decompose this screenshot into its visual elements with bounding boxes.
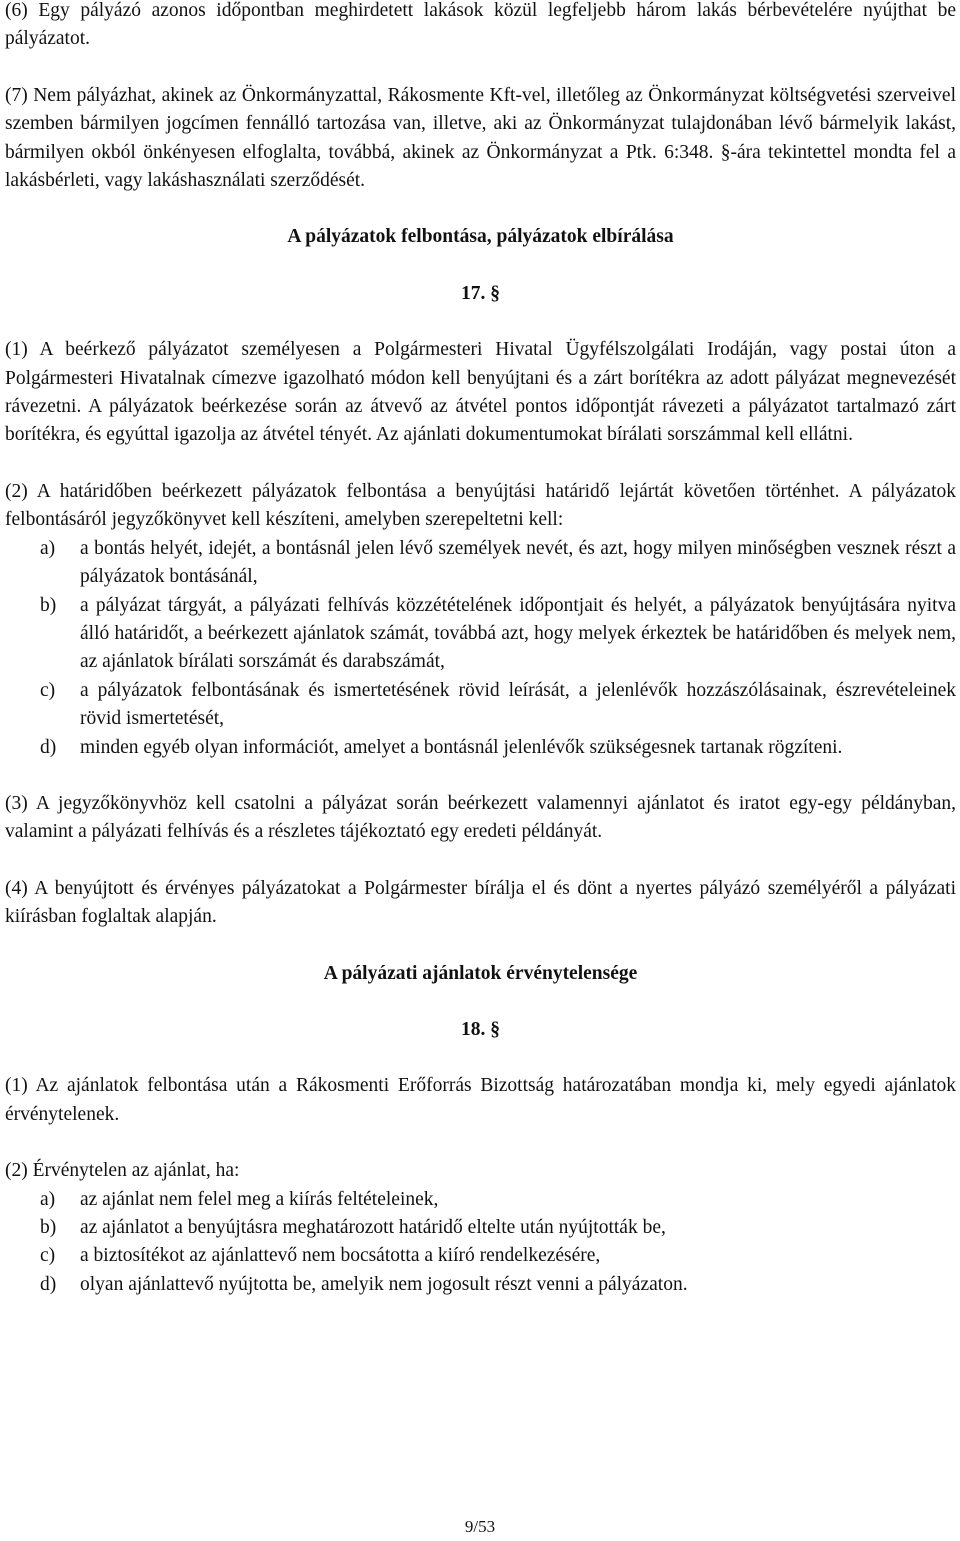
list-item-text: minden egyéb olyan információt, amelyet a bontásnál jelenlévők szükségesnek tartanak rögzíteni. bbox=[80, 736, 843, 758]
list-item-text: a pályázatok felbontásának és ismertetésének rövid leírását, a jelenlévők hozzászólásainak, észrevételeinek rövid ismertetését, bbox=[80, 679, 956, 730]
section-17-heading: A pályázatok felbontása, pályázatok elbírálása bbox=[287, 226, 674, 248]
section-17-paragraph-1: (1) A beérkező pályázatot személyesen a Polgármesteri Hivatal Ügyfélszolgálati Irodáján, vagy postai úton a Polgármesteri Hivatalnak címezve igazolható módon kell benyújtani és a zárt borítékra az adott pályázat megnevezését rávezetni. A pályázatok beérkezése során az átvevő az átvétel pontos időpontját rávezeti a pályázatot tartalmazó zárt borítékra, és egyúttal igazolja az átvétel tényét. Az ajánlati dokumentumokat bírálati sorszámmal kell ellátni. bbox=[5, 339, 956, 446]
section-18-heading: A pályázati ajánlatok érvénytelensége bbox=[323, 962, 638, 984]
list-item-label: d) bbox=[40, 736, 57, 758]
paragraph-6: (6) Egy pályázó azonos időpontban meghirdetett lakások közül legfeljebb három lakás bérbevételére nyújthat be pályázatot. bbox=[5, 0, 956, 50]
list-item-text: a bontás helyét, idejét, a bontásnál jelen lévő személyek nevét, és azt, hogy milyen minőségben vesznek részt a pályázatok bontásánál, bbox=[80, 537, 956, 588]
section-18-paragraph-1: (1) Az ajánlatok felbontása után a Rákosmenti Erőforrás Bizottság határozatában mondja ki, mely egyedi ajánlatok érvénytelenek. bbox=[5, 1075, 956, 1125]
list-item-text: a biztosítékot az ajánlattevő nem bocsátotta a kiíró rendelkezésére, bbox=[80, 1245, 601, 1267]
list-item bbox=[5, 535, 956, 592]
list-item bbox=[5, 734, 956, 762]
section-17-paragraph-2: (2) A határidőben beérkezett pályázatok felbontása a benyújtási határidő lejártát követően történhet. A pályázatok felbontásáról jegyzőkönyvet kell készíteni, amelyben szerepeltetni kell: bbox=[5, 480, 956, 531]
list-item bbox=[5, 677, 956, 734]
list-item-label: c) bbox=[40, 1245, 56, 1267]
list-item-text: az ajánlat nem felel meg a kiírás feltételeinek, bbox=[80, 1188, 439, 1210]
section-18-paragraph-2: (2) Érvénytelen az ajánlat, ha: bbox=[5, 1160, 240, 1182]
list-item-label: b) bbox=[40, 1217, 57, 1238]
list-item-text: az ajánlatot a benyújtásra meghatározott határidő eltelte után nyújtották be, bbox=[80, 1217, 666, 1238]
document-page bbox=[5, 0, 956, 1299]
list-item bbox=[5, 1271, 956, 1299]
list-item-text: olyan ajánlattevő nyújtotta be, amelyik nem jogosult részt venni a pályázaton. bbox=[80, 1273, 688, 1295]
list-item-text: a pályázat tárgyát, a pályázati felhívás közzétételének időpontjait és helyét, a pályázatok benyújtására nyitva álló határidőt, a beérkezett ajánlatok számát, továbbá azt, hogy melyek érkeztek be határidőben és melyek nem, az ajánlatok bírálati sorszámát és darabszámát, bbox=[80, 594, 956, 673]
section-17-paragraph-4: (4) A benyújtott és érvényes pályázatokat a Polgármester bírálja el és dönt a nyertes pályázó személyéről a pályázati kiírásban foglaltak alapján. bbox=[5, 877, 956, 928]
list-item-label: c) bbox=[40, 679, 56, 701]
list-item bbox=[5, 1214, 956, 1242]
list-item bbox=[5, 592, 956, 677]
list-item-label: b) bbox=[40, 594, 57, 616]
page-number: 9/53 bbox=[464, 1517, 496, 1536]
list-item-label: a) bbox=[40, 1188, 56, 1210]
section-17-paragraph-3: (3) A jegyzőkönyvhöz kell csatolni a pályázat során beérkezett valamennyi ajánlatot és iratot egy-egy példányban, valamint a pályázati felhívás és a részletes tájékoztató egy eredeti példányát. bbox=[5, 792, 956, 843]
list-item-label: a) bbox=[40, 537, 56, 559]
section-18-number: 18. § bbox=[461, 1018, 500, 1040]
list-item bbox=[5, 1242, 956, 1270]
section-17-number: 17. § bbox=[461, 282, 500, 304]
list-item bbox=[5, 1186, 956, 1214]
list-item-label: d) bbox=[40, 1273, 57, 1295]
paragraph-7: (7) Nem pályázhat, akinek az Önkormányzattal, Rákosmente Kft-vel, illetőleg az Önkormányzat költségvetési szerveivel szemben bármilyen jogcímen fennálló tartozása van, illetve, aki az Önkormányzat tulajdonában lévő bármelyik lakást, bármilyen okból önkényesen elfoglalta, továbbá, akinek az Önkormányzat a Ptk. 6:348. §-ára tekintettel mondta fel a lakásbérleti, vagy lakáshasználati szerződését. bbox=[5, 84, 956, 192]
